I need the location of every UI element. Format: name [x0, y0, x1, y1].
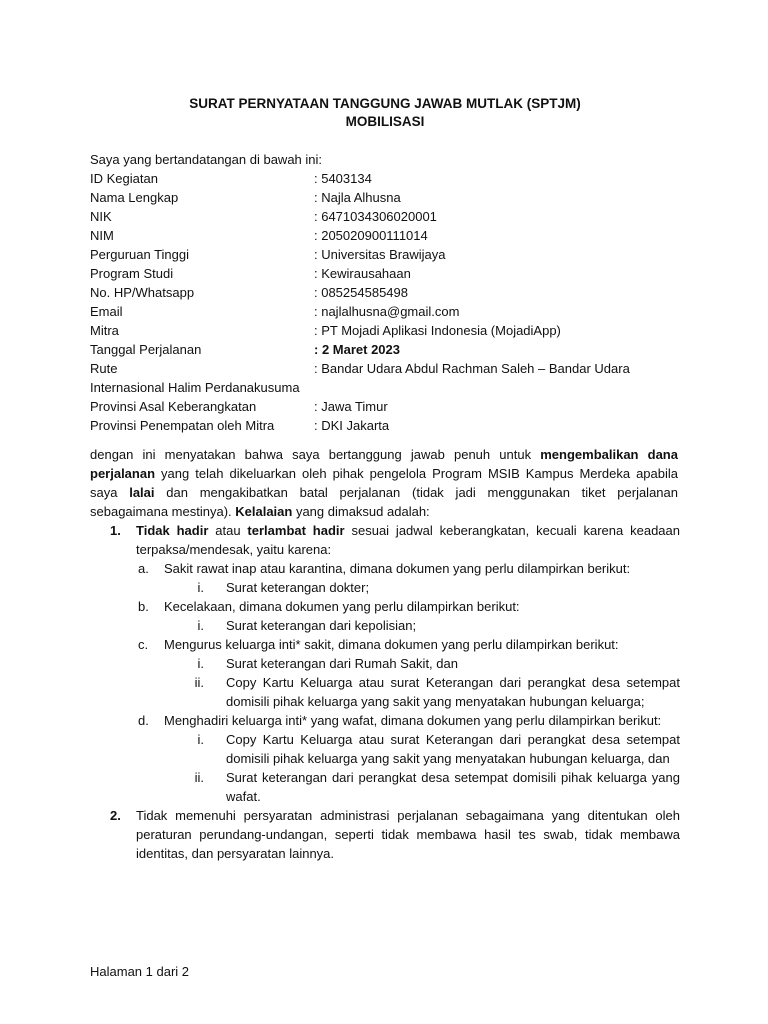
- item-text: Tidak memenuhi persyaratan administrasi perjalanan sebagaimana yang ditentukan oleh peraturan perundang-undangan, seperti tidak membawa hasil tes swab, tidak membawa identitas, dan persyaratan lainnya.: [136, 808, 680, 861]
- field-value: : 2 Maret 2023: [314, 342, 400, 357]
- list-number: 2.: [110, 808, 121, 823]
- doc-number: i.: [197, 618, 204, 633]
- field-label: NIM: [90, 228, 114, 243]
- list-number: 1.: [110, 523, 121, 538]
- sub-text: Mengurus keluarga inti* sakit, dimana dokumen yang perlu dilampirkan berikut:: [164, 637, 619, 652]
- item-emphasis: Tidak hadir: [136, 523, 209, 538]
- doc-text: Surat keterangan dari Rumah Sakit, dan: [226, 656, 458, 671]
- field-row: [90, 416, 690, 435]
- sub-number: d.: [138, 713, 149, 728]
- item-text: atau: [208, 523, 248, 538]
- field-value-continuation: Internasional Halim Perdanakusuma: [90, 380, 300, 395]
- sub-number: c.: [138, 637, 149, 652]
- field-label: Email: [90, 304, 123, 319]
- statement-emphasis: mengembalikan dana perjalanan: [90, 447, 678, 481]
- field-label: Provinsi Asal Keberangkatan: [90, 399, 257, 414]
- document-item: [90, 616, 680, 635]
- field-label: NIK: [90, 209, 112, 224]
- field-row: [90, 340, 690, 359]
- field-row: [90, 264, 690, 283]
- doc-text: Surat keterangan dokter;: [226, 580, 370, 595]
- statement-paragraph: [90, 445, 678, 521]
- statement-text: yang telah dikeluarkan oleh pihak pengelola Program MSIB Kampus Merdeka apabila saya: [90, 466, 678, 500]
- sub-item: [90, 597, 680, 616]
- doc-text: Surat keterangan dari perangkat desa setempat domisili pihak keluarga yang wafat.: [226, 770, 680, 804]
- field-label: No. HP/Whatsapp: [90, 285, 195, 300]
- sub-number: b.: [138, 599, 149, 614]
- field-label: Mitra: [90, 323, 119, 338]
- doc-number: i.: [197, 580, 204, 595]
- field-value: : najlalhusna@gmail.com: [314, 304, 460, 319]
- field-value: : Jawa Timur: [314, 399, 388, 414]
- doc-number: i.: [197, 656, 204, 671]
- field-row: [90, 169, 690, 188]
- item-emphasis: terlambat hadir: [247, 523, 345, 538]
- field-value: : Najla Alhusna: [314, 190, 401, 205]
- conditions-list: [90, 521, 680, 863]
- field-row: [90, 226, 690, 245]
- field-label: Rute: [90, 361, 118, 376]
- sub-item: [90, 711, 680, 730]
- document-item: [90, 768, 680, 806]
- statement-emphasis: Kelalaian: [235, 504, 293, 519]
- field-value: : Universitas Brawijaya: [314, 247, 446, 262]
- field-label: Perguruan Tinggi: [90, 247, 190, 262]
- field-row: [90, 397, 690, 416]
- sub-text: Kecelakaan, dimana dokumen yang perlu dilampirkan berikut:: [164, 599, 520, 614]
- field-value: : 6471034306020001: [314, 209, 437, 224]
- field-label: Nama Lengkap: [90, 190, 179, 205]
- doc-text: Copy Kartu Keluarga atau surat Keterangan dari perangkat desa setempat domisili pihak keluarga yang sakit yang menyatakan hubungan keluarga, dan: [226, 732, 680, 766]
- field-row: [90, 359, 690, 378]
- field-value: : Kewirausahaan: [314, 266, 411, 281]
- field-row: [90, 245, 690, 264]
- doc-number: ii.: [194, 675, 204, 690]
- statement-text: dengan ini menyatakan bahwa saya bertanggung jawab penuh untuk: [90, 447, 541, 462]
- doc-number: i.: [197, 732, 204, 747]
- sub-text: Sakit rawat inap atau karantina, dimana dokumen yang perlu dilampirkan berikut:: [164, 561, 631, 576]
- document-item: [90, 673, 680, 711]
- document-title: [90, 95, 680, 131]
- sub-text: Menghadiri keluarga inti* yang wafat, dimana dokumen yang perlu dilampirkan berikut:: [164, 713, 662, 728]
- title-line-2: MOBILISASI: [345, 114, 425, 129]
- doc-number: ii.: [194, 770, 204, 785]
- statement-text: dan mengakibatkan batal perjalanan (tidak jadi menggunakan tiket perjalanan sebagaimana mestinya).: [90, 485, 678, 519]
- identity-fields: [90, 169, 690, 435]
- sub-number: a.: [138, 561, 149, 576]
- field-row: [90, 207, 690, 226]
- field-label: Program Studi: [90, 266, 174, 281]
- intro-text: Saya yang bertandatangan di bawah ini:: [90, 152, 323, 167]
- field-value: : DKI Jakarta: [314, 418, 390, 433]
- field-row-continuation: [90, 378, 690, 397]
- statement-emphasis: lalai: [129, 485, 155, 500]
- field-row: [90, 188, 690, 207]
- document-item: [90, 730, 680, 768]
- sub-item: [90, 635, 680, 654]
- field-row: [90, 302, 690, 321]
- statement-text: yang dimaksud adalah:: [292, 504, 430, 519]
- field-value: : 205020900111014: [314, 228, 428, 243]
- field-value: : PT Mojadi Aplikasi Indonesia (MojadiApp): [314, 323, 561, 338]
- field-label: ID Kegiatan: [90, 171, 158, 186]
- list-item: [90, 521, 680, 559]
- field-row: [90, 321, 690, 340]
- page-footer: Halaman 1 dari 2: [90, 964, 189, 979]
- item-text: sesuai jadwal keberangkatan, kecuali karena keadaan terpaksa/mendesak, yaitu karena:: [136, 523, 680, 557]
- field-row: [90, 283, 690, 302]
- field-value: : Bandar Udara Abdul Rachman Saleh – Bandar Udara: [314, 361, 630, 376]
- sub-item: [90, 559, 680, 578]
- document-item: [90, 578, 680, 597]
- field-value: : 5403134: [314, 171, 372, 186]
- title-line-1: SURAT PERNYATAAN TANGGUNG JAWAB MUTLAK (SPTJM): [189, 96, 581, 111]
- doc-text: Surat keterangan dari kepolisian;: [226, 618, 417, 633]
- doc-text: Copy Kartu Keluarga atau surat Keterangan dari perangkat desa setempat domisili pihak keluarga yang sakit yang menyatakan hubungan keluarga;: [226, 675, 680, 709]
- document-item: [90, 654, 680, 673]
- list-item: [90, 806, 680, 863]
- field-value: : 085254585498: [314, 285, 408, 300]
- field-label: Tanggal Perjalanan: [90, 342, 202, 357]
- field-label: Provinsi Penempatan oleh Mitra: [90, 418, 275, 433]
